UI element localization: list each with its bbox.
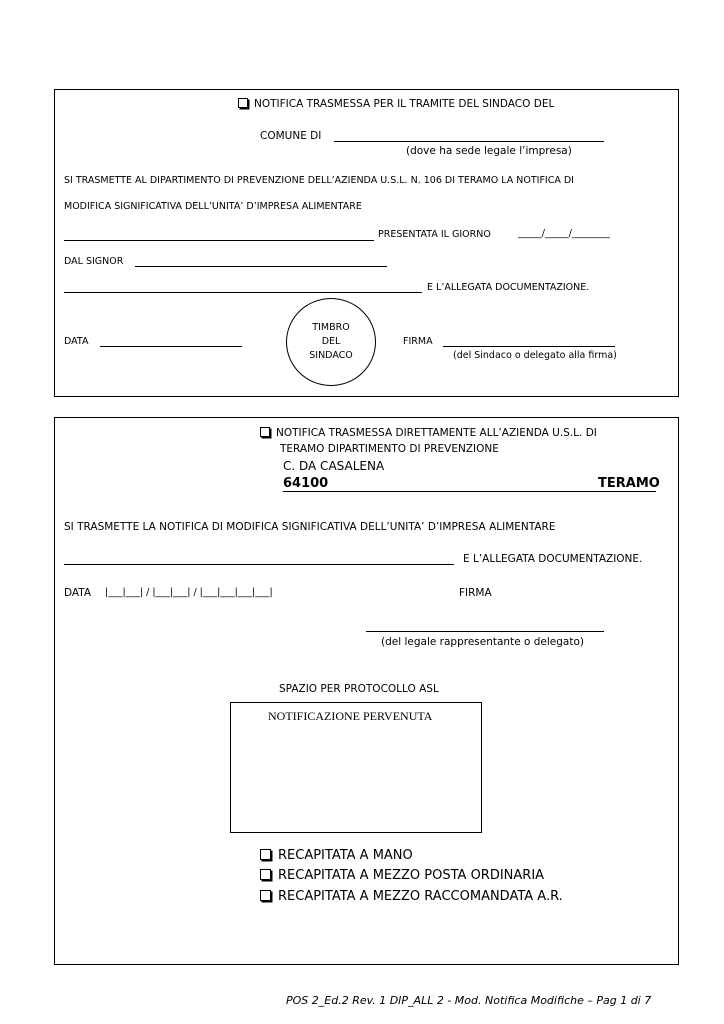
option-label-raccomandata: RECAPITATA A MEZZO RACCOMANDATA A.R. xyxy=(278,889,563,904)
asl-firma-field[interactable] xyxy=(366,631,604,632)
asl-option-label: NOTIFICA TRASMESSA DIRETTAMENTE ALL’AZIENDA U.S.L. DI xyxy=(276,427,597,439)
asl-firma-hint: (del legale rappresentante o delegato) xyxy=(381,636,585,648)
asl-cap: 64100 xyxy=(283,476,329,491)
asl-impresa-field[interactable] xyxy=(64,564,454,565)
page-footer: POS 2_Ed.2 Rev. 1 DIP_ALL 2 - Mod. Notifica Modifiche – Pag 1 di 7 xyxy=(286,994,652,1007)
comune-label: COMUNE DI xyxy=(260,130,322,142)
protocol-label: SPAZIO PER PROTOCOLLO ASL xyxy=(279,683,439,695)
signor-continuation-field[interactable] xyxy=(64,292,422,293)
stamp-line-3: SINDACO xyxy=(309,350,353,361)
checkbox-icon[interactable] xyxy=(238,98,248,108)
asl-text-line-1: SI TRASMETTE LA NOTIFICA DI MODIFICA SIGNIFICATIVA DELL’UNITA’ D’IMPRESA ALIMENTARE xyxy=(64,521,556,533)
dal-signor-label: DAL SIGNOR xyxy=(64,256,124,267)
asl-option-label-2: TERAMO DIPARTIMENTO DI PREVENZIONE xyxy=(280,443,499,455)
asl-address-underline xyxy=(283,491,656,492)
presentata-label: PRESENTATA IL GIORNO xyxy=(378,229,491,240)
impresa-name-field[interactable] xyxy=(64,240,374,241)
stamp-line-1: TIMBRO xyxy=(312,322,350,333)
timbro-sindaco-stamp xyxy=(286,298,376,386)
asl-firma-label: FIRMA xyxy=(459,587,492,599)
data-field[interactable] xyxy=(100,346,242,347)
data-label: DATA xyxy=(64,336,89,347)
dal-signor-field[interactable] xyxy=(135,266,387,267)
asl-option[interactable] xyxy=(260,427,597,439)
sindaco-option-label: NOTIFICA TRASMESSA PER IL TRAMITE DEL SINDACO DEL xyxy=(254,98,555,110)
firma-field[interactable] xyxy=(443,346,615,347)
protocol-box-title: NOTIFICAZIONE PERVENUTA xyxy=(268,709,433,723)
checkbox-icon[interactable] xyxy=(260,849,271,860)
sindaco-text-line-2: MODIFICA SIGNIFICATIVA DELL’UNITA’ D’IMPRESA ALIMENTARE xyxy=(64,201,362,212)
asl-allegata-label: E L’ALLEGATA DOCUMENTAZIONE. xyxy=(463,553,643,565)
option-posta-ordinaria[interactable] xyxy=(260,868,544,883)
stamp-line-2: DEL xyxy=(321,336,341,347)
asl-data-label: DATA xyxy=(64,587,92,599)
option-raccomandata[interactable] xyxy=(260,889,563,904)
asl-address: C. DA CASALENA xyxy=(283,459,385,473)
comune-hint: (dove ha sede legale l’impresa) xyxy=(406,145,572,157)
sindaco-option[interactable] xyxy=(238,98,554,110)
checkbox-icon[interactable] xyxy=(260,869,271,880)
comune-field[interactable] xyxy=(334,141,604,142)
option-label-mano: RECAPITATA A MANO xyxy=(278,848,413,863)
option-recapitata-mano[interactable] xyxy=(260,848,413,863)
asl-city: TERAMO xyxy=(598,476,660,491)
asl-date-boxes[interactable]: |___|___| / |___|___| / |___|___|___|___| xyxy=(105,587,273,598)
firma-label: FIRMA xyxy=(403,336,433,347)
allegata-label: E L’ALLEGATA DOCUMENTAZIONE. xyxy=(427,282,590,293)
option-label-posta: RECAPITATA A MEZZO POSTA ORDINARIA xyxy=(278,868,545,883)
presentata-date-field[interactable]: _____/_____/________ xyxy=(518,228,610,239)
firma-hint: (del Sindaco o delegato alla firma) xyxy=(453,350,617,361)
checkbox-icon[interactable] xyxy=(260,890,271,901)
sindaco-text-line-1: SI TRASMETTE AL DIPARTIMENTO DI PREVENZIONE DELL’AZIENDA U.S.L. N. 106 DI TERAMO LA NOTIFICA DI xyxy=(64,175,574,186)
checkbox-icon[interactable] xyxy=(260,427,270,437)
protocol-box xyxy=(230,702,482,833)
